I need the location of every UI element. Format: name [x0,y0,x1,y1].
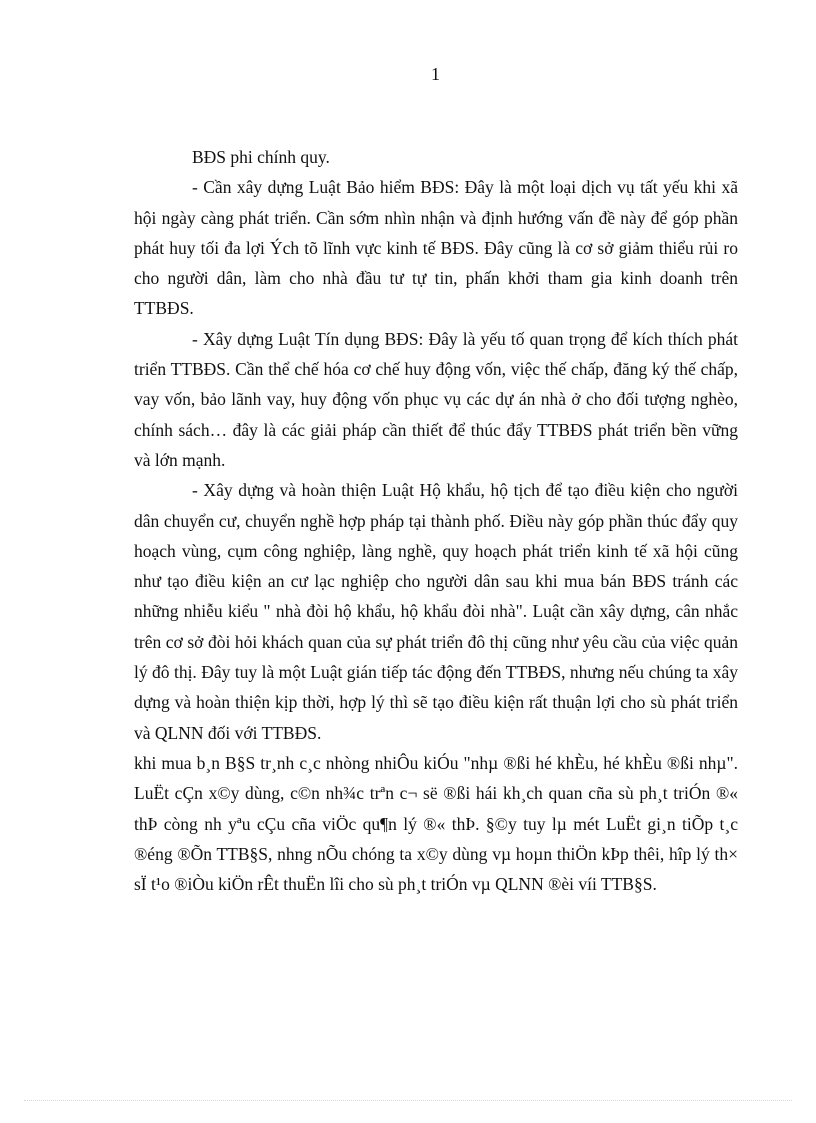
paragraph-continuation: BĐS phi chính quy. [192,147,330,167]
document-body [134,142,738,899]
paragraph-credit-law: - Xây dựng Luật Tín dụng BĐS: Đây là yếu tố quan trọng để kích thích phát triển TTBĐS. Cần thể chế hóa cơ chế huy động vốn, việc thế chấp, đăng ký thế chấp, vay vốn, bảo lãnh vay, huy động vốn phục vụ các dự án nhà ở cho đối tượng nghèo, chính sách… đây là các giải pháp cần thiết để thúc đẩy TTBĐS phát triển bền vững và lớn mạnh. [134,328,738,470]
paragraph-garbled-encoding: khi mua b¸n B§S tr¸nh c¸c nhòng nhiÔu kiÓu "nhµ ®ßi hé khÈu, hé khÈu ®ßi nhµ". LuËt cÇn x©y dùng, c©n nh¾c trªn c¬ së ®ßi hái kh¸ch quan cña sù ph¸t triÓn ®« thÞ còng nh yªu cÇu cña viÖc qu¶n lý ®« thÞ. §©y tuy lµ mét LuËt gi¸n tiÕp t¸c ®éng ®Õn TTB§S, nhng nÕu chóng ta x©y dùng vµ hoµn thiÖn kÞp thêi, hîp lý th× sÏ t¹o ®iÒu kiÖn rÊt thuËn lîi cho sù ph¸t triÓn vµ QLNN ®èi víi TTB§S. [134,752,738,895]
page-bottom-divider [24,1100,792,1101]
paragraph-household-law: - Xây dựng và hoàn thiện Luật Hộ khẩu, hộ tịch để tạo điều kiện cho người dân chuyển cư, chuyển nghề hợp pháp tại thành phố. Điều này góp phần thúc đẩy quy hoạch vùng, cụm công nghiệp, làng nghề, quy hoạch phát triển kinh tế xã hội cũng như tạo điều kiện an cư lạc nghiệp cho người dân sau khi mua bán BĐS tránh các những nhiễu kiểu " nhà đòi hộ khẩu, hộ khẩu đòi nhà". Luật cần xây dựng, cân nhắc trên cơ sở đòi hỏi khách quan của sự phát triển đô thị cũng như yêu cầu của việc quản lý đô thị. Đây tuy là một Luật gián tiếp tác động đến TTBĐS, nhưng nếu chúng ta xây dựng và hoàn thiện kịp thời, hợp lý thì sẽ tạo điều kiện rất thuận lợi cho sù phát triển và QLNN đối với TTBĐS. [134,480,738,743]
page-number: 1 [431,64,440,84]
paragraph-insurance-law: - Cần xây dựng Luật Bảo hiểm BĐS: Đây là một loại dịch vụ tất yếu khi xã hội ngày càng phát triển. Cần sớm nhìn nhận và định hướng vấn đề này để góp phần phát huy tối đa lợi Ých tõ lĩnh vực kinh tế BĐS. Đây cũng là cơ sở giảm thiểu rủi ro cho người dân, làm cho nhà đầu tư tự tin, phấn khởi tham gia kinh doanh trên TTBĐS. [134,177,738,319]
